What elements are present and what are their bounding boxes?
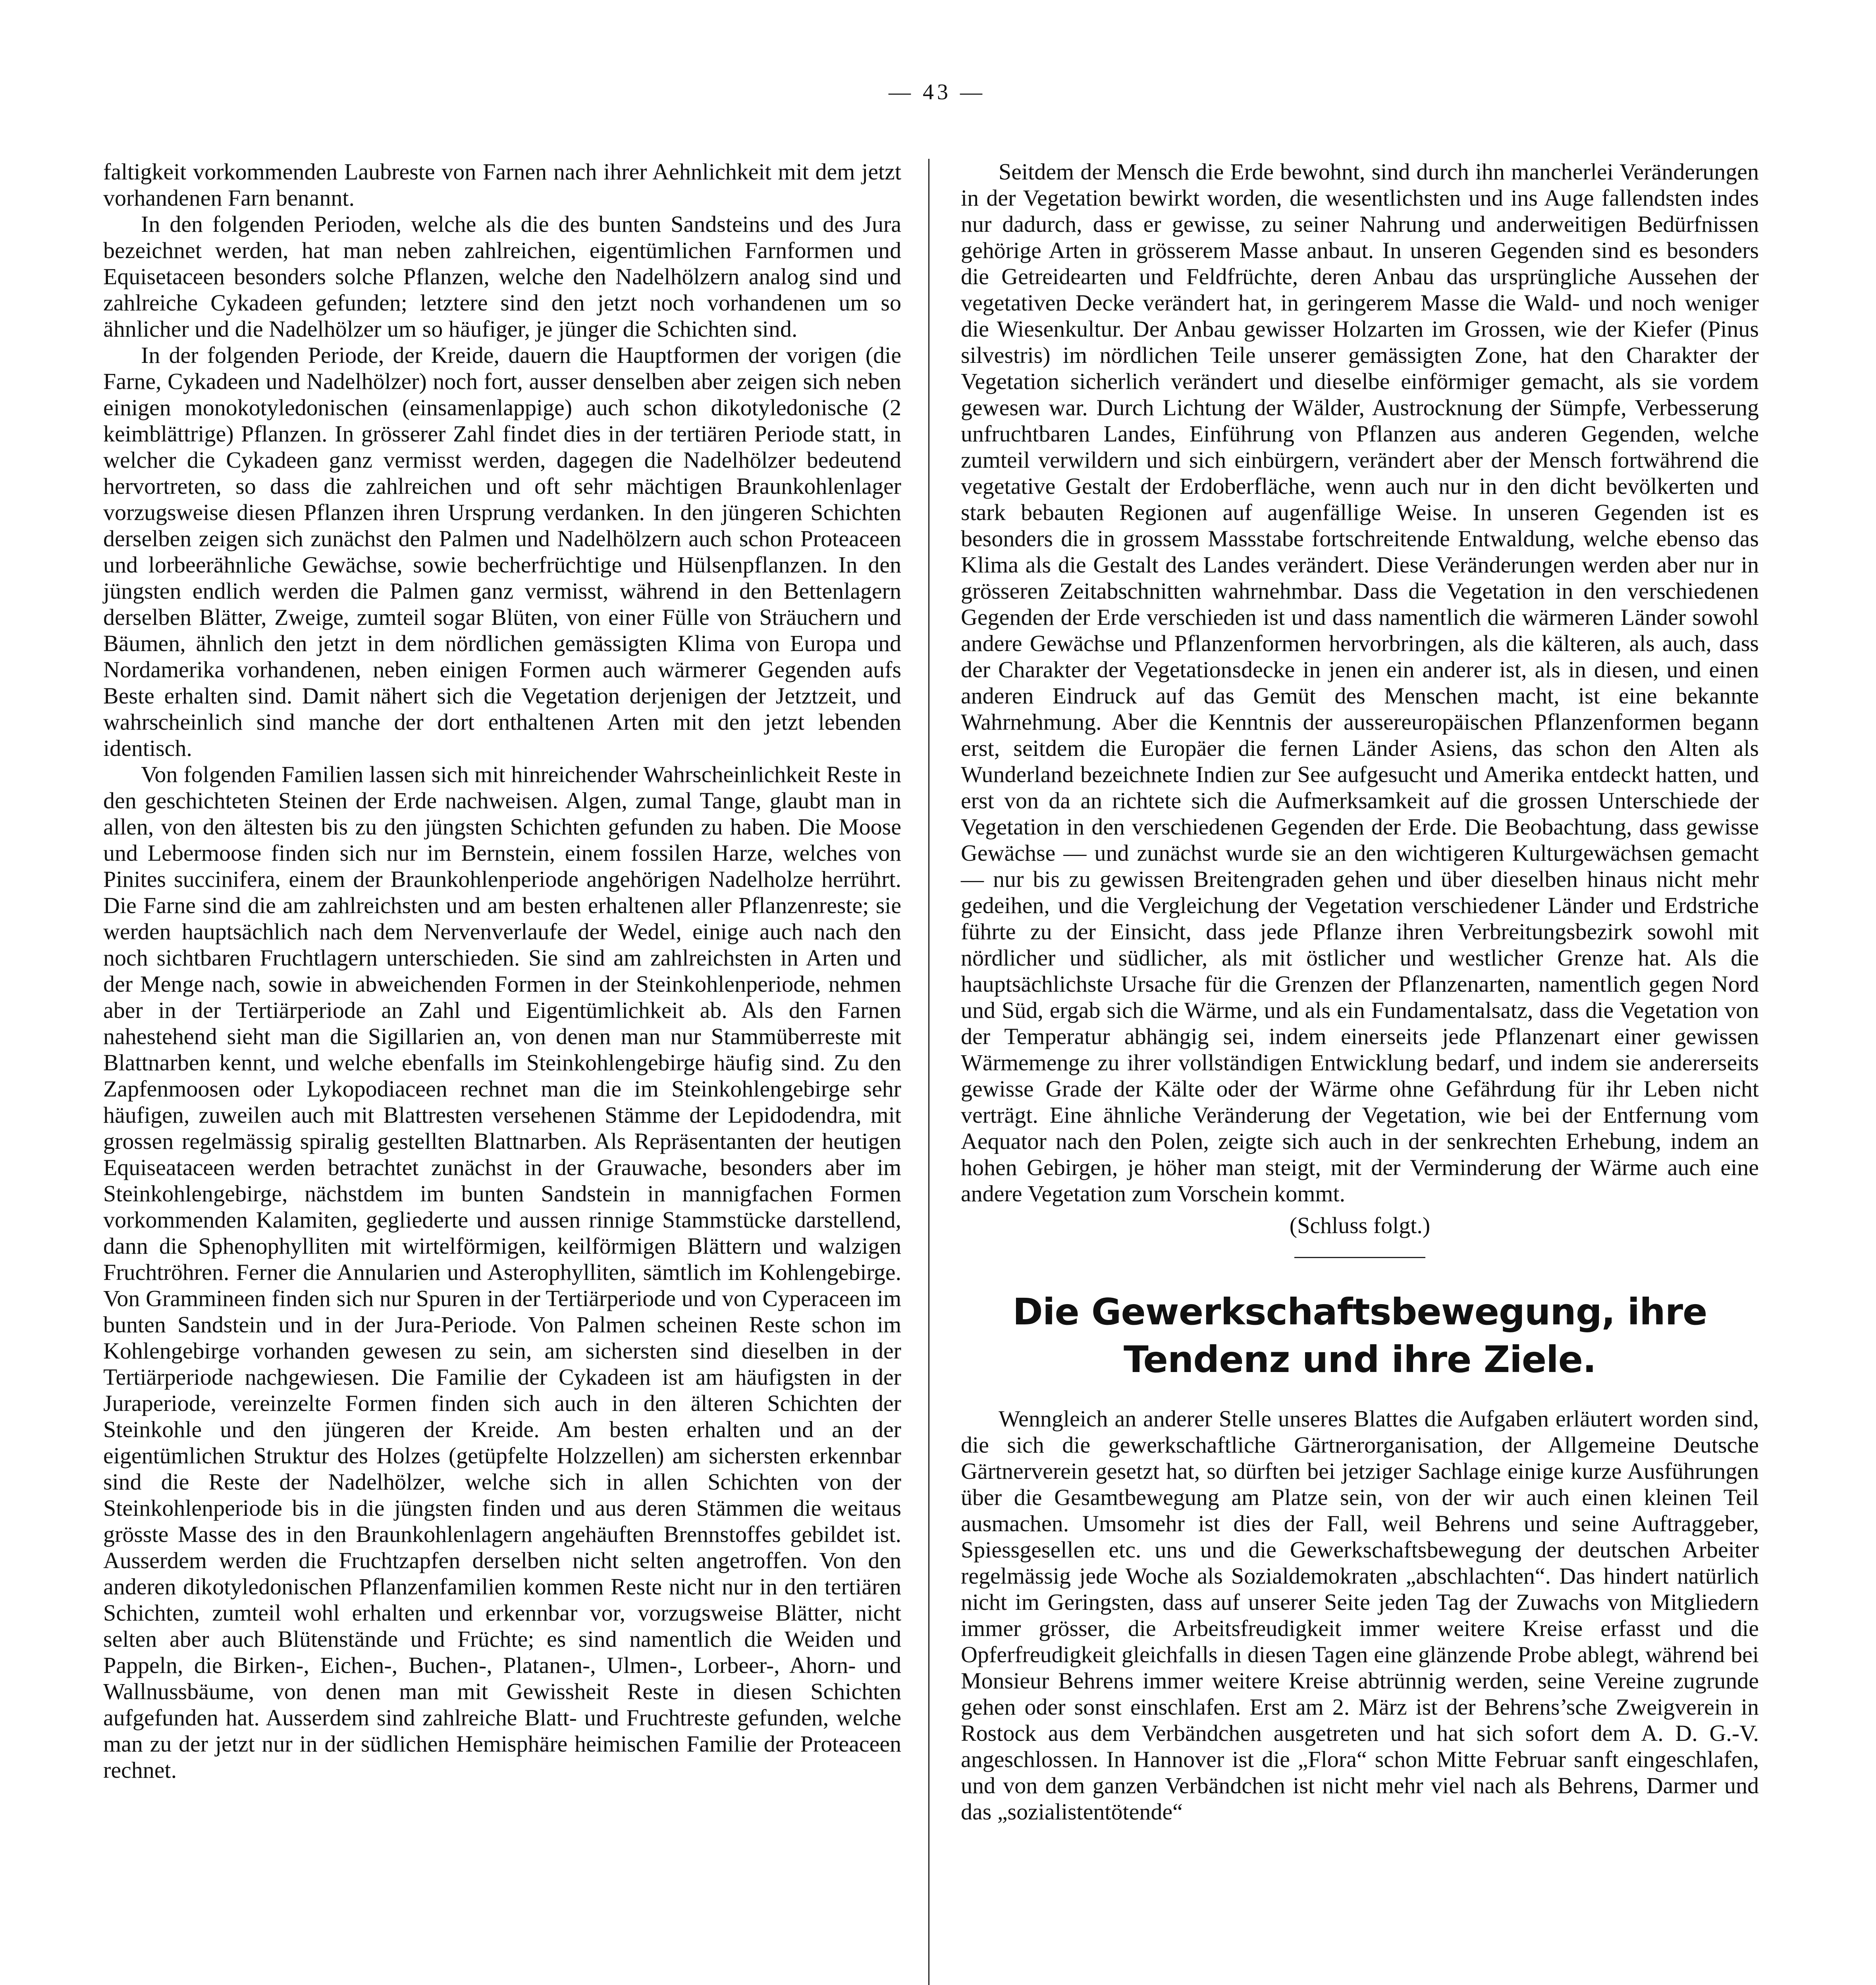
article-paragraph-1: Wenngleich an anderer Stelle unseres Blattes die Aufgaben erläutert worden sind, die sich die gewerkschaftliche Gärtnerorganisation, der Allgemeine Deutsche Gärtnerverein gesetzt hat, so dürften bei jetziger Sachlage einige kurze Ausführungen über die Gesamtbewegung am Platze sein, von der wir auch einen kleinen Teil ausmachen. Umsomehr ist dies der Fall, weil Behrens und seine Auftraggeber, Spiessgesellen etc. uns und die Gewerkschaftsbewegung der deutschen Arbeiter regelmässig jede Woche als Sozialdemokraten „abschlachten“. Das hindert natürlich nicht im Geringsten, dass auf unserer Seite jeden Tag der Zuwachs von Mitgliedern immer grösser, die Arbeitsfreudigkeit immer weitere Kreise erfasst und die Opferfreudigkeit gleichfalls in diesen Tagen eine glänzende Probe ablegt, während bei Monsieur Behrens immer weitere Kreise abtrünnig werden, seine Vereine zugrunde gehen oder sonst einschlafen. Erst am 2. März ist der Behrens’sche Zweigverein in Rostock aus dem Verbändchen ausgetreten und hat sich sofort dem A. D. G.-V. angeschlossen. In Hannover ist die „Flora“ schon Mitte Februar sanft eingeschlafen, und von dem ganzen Verbändchen ist nicht mehr viel nach als Behrens, Darmer und das „sozialistentötende“ (961, 1406, 1759, 1825)
continuation-note: (Schluss folgt.) (1289, 1212, 1431, 1238)
right-paragraph-1: Seitdem der Mensch die Erde bewohnt, sind durch ihn mancherlei Veränderungen in der Vegetation bewirkt worden, die wesentlichsten und ins Auge fallendsten indes nur dadurch, dass er gewisse, zu seiner Nahrung und anderweitigen Bedürfnissen gehörige Arten in grösserem Masse anbaut. In unseren Gegenden sind es besonders die Getreidearten und Feldfrüchte, deren Anbau das ursprüngliche Aussehen der vegetativen Decke verändert hat, in geringerem Masse die Wald- und noch weniger die Wiesenkultur. Der Anbau gewisser Holzarten im Grossen, wie der Kiefer (Pinus silvestris) im nördlichen Teile unserer gemässigten Zone, hat den Charakter der Vegetation sicherlich verändert und dieselbe einförmiger gemacht, als sie vordem gewesen war. Durch Lichtung der Wälder, Austrocknung der Sümpfe, Verbesserung unfruchtbaren Landes, Einführung von Pflanzen aus anderen Gegenden, welche zumteil verwildern und sich einbürgern, verändert aber der Mensch fortwährend die vegetative Gestalt der Erdoberfläche, wenn auch nur in den dicht bevölkerten und stark bebauten Regionen auf augenfällige Weise. In unseren Gegenden ist es besonders die in grossem Massstabe fortschreitende Entwaldung, welche ebenso das Klima als die Gestalt des Landes verändert. Diese Veränderungen werden aber nur in grösseren Zeitabschnitten wahrnehmbar. Dass die Vegetation in den verschiedenen Gegenden der Erde verschieden ist und dass namentlich die wärmeren Länder sowohl andere Gewächse und Pflanzenformen hervorbringen, als die kälteren, als auch, dass der Charakter der Vegetationsdecke in jenen ein anderer ist, als in diesen, und einen anderen Eindruck auf das Gemüt des Menschen macht, ist eine bekannte Wahrnehmung. Aber die Kenntnis der aussereuropäischen Pflanzenformen begann erst, seitdem die Europäer die fernen Länder Asiens, das schon den Alten als Wunderland bezeichnete Indien zur See aufgesucht und Amerika entdeckt hatten, und erst von da an richtete sich die Aufmerksamkeit auf die grossen Unterschiede der Vegetation in den verschiedenen Gegenden der Erde. Die Beobachtung, dass gewisse Gewächse — und zunächst wurde sie an den wichtigeren Kulturgewächsen gemacht — nur bis zu gewissen Breitengraden gehen und über dieselben hinaus nicht mehr gedeihen, und die Vergleichung der Vegetation verschiedener Länder und Erdstriche führte zu der Einsicht, dass jede Pflanze ihren Verbreitungsbezirk sowohl mit nördlicher und südlicher, als mit östlicher und westlicher Grenze hat. Als die hauptsächlichste Ursache für die Grenzen der Pflanzenarten, namentlich gegen Nord und Süd, ergab sich die Wärme, und als ein Fundamentalsatz, dass die Vegetation von der Temperatur abhängig sei, indem einerseits jede Pflanzenart einer gewissen Wärmemenge zu ihrer vollständigen Entwicklung bedarf, und indem sie andererseits gewisse Grade der Kälte oder der Wärme ohne Gefährdung für ihr Leben nicht verträgt. Eine ähnliche Veränderung der Vegetation, wie bei der Entfernung vom Aequator nach den Polen, zeigte sich auch in der senkrechten Erhebung, indem an hohen Gebirgen, je höher man steigt, mit der Verminderung der Wärme auch eine andere Vegetation zum Vorschein kommt. (961, 159, 1759, 1206)
right-column (961, 159, 1759, 1825)
left-paragraph-3: In der folgenden Periode, der Kreide, dauern die Hauptformen der vorigen (die Farne, Cykadeen und Nadelhölzer) noch fort, ausser denselben aber zeigen sich neben einigen monokotyledonischen (einsamenlappige) auch schon dikotyledonische (2 keimblättrige) Pflanzen. In grösserer Zahl findet dies in der tertiären Periode statt, in welcher die Cykadeen ganz vermisst werden, dagegen die Nadelhölzer bedeutend hervortreten, so dass die zahlreichen und oft sehr mächtigen Braunkohlenlager vorzugsweise diesen Pflanzen ihren Ursprung verdanken. In den jüngeren Schichten derselben zeigen sich zunächst den Palmen und Nadelhölzern auch schon Proteaceen und lorbeerähnliche Gewächse, sowie becherfrüchtige und Hülsenpflanzen. In den jüngsten endlich werden die Palmen ganz vermisst, während in den Bettenlagern derselben Blätter, Zweige, zumteil sogar Blüten, von einer Fülle von Sträuchern und Bäumen, ähnlich den jetzt in dem nördlichen gemässigten Klima von Europa und Nordamerika vorhandenen, neben einigen Formen auch wärmerer Gegenden aufs Beste erhalten sind. Damit nähert sich die Vegetation derjenigen der Jetztzeit, und wahrscheinlich sind manche der dort enthaltenen Arten mit den jetzt lebenden identisch. (103, 342, 901, 761)
left-paragraph-2: In den folgenden Perioden, welche als die des bunten Sandsteins und des Jura bezeichnet werden, hat man neben zahlreichen, eigentümlichen Farnformen und Equisetaceen besonders solche Pflanzen, welche den Nadelhölzern analog sind und zahlreiche Cykadeen gefunden; letztere sind den jetzt noch vorhandenen um so ähnlicher und die Nadelhölzer um so häufiger, je jünger die Schichten sind. (103, 211, 901, 342)
left-paragraph-4: Von folgenden Familien lassen sich mit hinreichender Wahrscheinlichkeit Reste in den geschichteten Steinen der Erde nachweisen. Algen, zumal Tange, glaubt man in allen, von den ältesten bis zu den jüngsten Schichten gefunden zu haben. Die Moose und Lebermoose finden sich nur im Bernstein, einem fossilen Harze, welches von Pinites succinifera, einem der Braunkohlenperiode angehörigen Nadelholze herrührt. Die Farne sind die am zahlreichsten und am besten erhaltenen aller Pflanzenreste; sie werden hauptsächlich nach dem Nervenverlaufe der Wedel, einige auch nach den noch sichtbaren Fruchtlagern unterschieden. Sie sind am zahlreichsten in Arten und der Menge nach, sowie in abweichenden Formen in der Steinkohlenperiode, nehmen aber in der Tertiärperiode an Zahl und Eigentümlichkeit ab. Als den Farnen nahestehend sieht man die Sigillarien an, von denen man nur Stammüberreste mit Blattnarben kennt, und welche ebenfalls im Steinkohlengebirge häufig sind. Zu den Zapfenmoosen oder Lykopodiaceen rechnet man die im Steinkohlengebirge sehr häufigen, zuweilen auch mit Blattresten versehenen Stämme der Lepidodendra, mit grossen regelmässig spiralig gestellten Blattnarben. Als Repräsentanten der heutigen Equiseataceen werden betrachtet zunächst in der Grauwache, besonders aber im Steinkohlengebirge, nächstdem im bunten Sandstein in mannigfachen Formen vorkommenden Kalamiten, gegliederte und aussen rinnige Stammstücke darstellend, dann die Sphenophylliten mit wirtelförmigen, keilförmigen Blättern und walzigen Fruchtröhren. Ferner die Annularien und Asterophylliten, sämtlich im Kohlengebirge. Von Grammineen finden sich nur Spuren in der Tertiärperiode und von Cyperaceen im bunten Sandstein und in der Jura-Periode. Von Palmen scheinen Reste schon im Kohlengebirge vorhanden gewesen zu sein, am sichersten sind dieselben in der Tertiärperiode nachgewiesen. Die Familie der Cykadeen ist am häufigsten in der Juraperiode, vereinzelte Formen finden sich auch in den älteren Schichten der Steinkohle und den jüngeren der Kreide. Am besten erhalten und an der eigentümlichen Struktur des Holzes (getüpfelte Holzzellen) am sichersten erkennbar sind die Reste der Nadelhölzer, welche sich in allen Schichten von der Steinkohlenperiode bis in die jüngsten finden und aus deren Stämmen die weitaus grösste Masse des in den Braunkohlenlagern angehäuften Brennstoffes gebildet ist. Ausserdem werden die Fruchtzapfen derselben nicht selten angetroffen. Von den anderen dikotyledonischen Pflanzenfamilien kommen Reste nicht nur in den tertiären Schichten, zumteil wohl erhalten und erkennbar vor, vorzugsweise Blätter, nicht selten aber auch Blütenstände und Früchte; es sind namentlich die Weiden und Pappeln, die Birken-, Eichen-, Buchen-, Platanen-, Ulmen-, Lorbeer-, Ahorn- und Wallnussbäume, von denen man mit Gewissheit Reste in diesen Schichten aufgefunden hat. Ausserdem sind zahlreiche Blatt- und Fruchtreste gefunden, welche man zu der jetzt nur in der südlichen Hemisphäre heimischen Familie der Proteaceen rechnet. (103, 761, 901, 1783)
left-paragraph-1: faltigkeit vorkommenden Laubreste von Farnen nach ihrer Aehnlichkeit mit dem jetzt vorhandenen Farn benannt. (103, 159, 901, 211)
left-column (103, 159, 901, 1783)
section-rule (1294, 1257, 1425, 1258)
article-title: Die Gewerkschaftsbewegung, ihre Tendenz und ihre Ziele. (1012, 1291, 1707, 1381)
column-divider (928, 159, 929, 1985)
page-number: — 43 — (889, 80, 985, 104)
